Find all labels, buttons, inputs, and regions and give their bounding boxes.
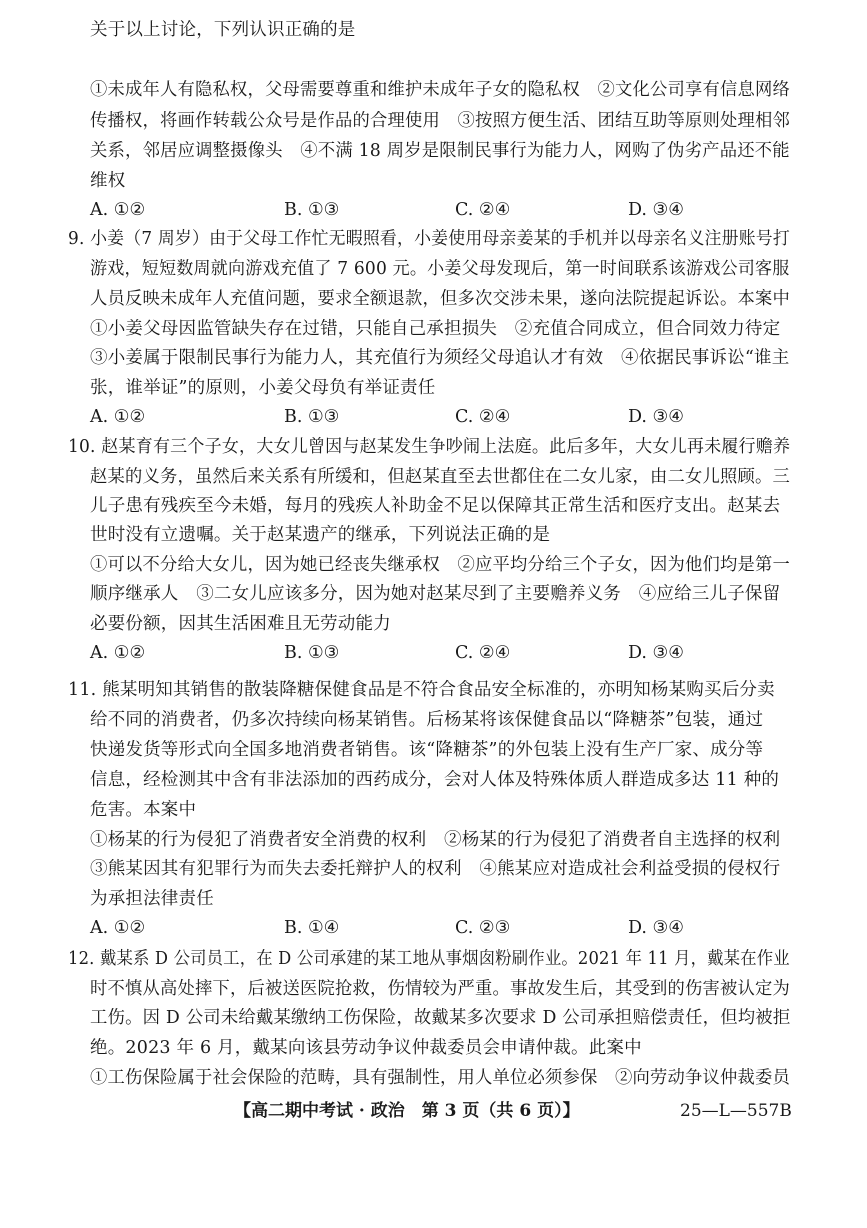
question-prompt: 关于以上讨论，下列认识正确的是 bbox=[90, 20, 356, 40]
option-a: A. ①② bbox=[90, 918, 146, 938]
question-text-line: 传播权，将画作转载公众号是作品的合理使用 ③按照方便生活、团结互助等原则处理相邻 bbox=[90, 111, 790, 131]
question-stem-line: 给不同的消费者，仍多次持续向杨某销售。后杨某将该保健食品以“降糖茶”包装，通过 bbox=[90, 710, 764, 730]
option-b: B. ①③ bbox=[284, 407, 340, 427]
question-stem-line: 工伤。因 D 公司未给戴某缴纳工伤保险，故戴某多次要求 D 公司承担赔偿责任，但均被拒 bbox=[90, 1008, 791, 1028]
question-text-line: 维权 bbox=[90, 171, 126, 191]
option-b: B. ①④ bbox=[284, 918, 340, 938]
question-statement-line: ①工伤保险属于社会保险的范畴，具有强制性，用人单位必须参保 ②向劳动争议仲裁委员 bbox=[90, 1068, 790, 1088]
option-c: C. ②④ bbox=[455, 643, 511, 663]
question-statement-line: 张，谁举证”的原则，小姜父母负有举证责任 bbox=[90, 378, 436, 398]
question-prompt: 危害。本案中 bbox=[90, 800, 197, 820]
option-b: B. ①③ bbox=[284, 200, 340, 220]
option-a: A. ①② bbox=[90, 407, 146, 427]
option-a: A. ①② bbox=[90, 643, 146, 663]
question-statement-line: ①杨某的行为侵犯了消费者安全消费的权利 ②杨某的行为侵犯了消费者自主选择的权利 bbox=[90, 830, 781, 850]
option-a: A. ①② bbox=[90, 200, 146, 220]
question-text-line: 关系，邻居应调整摄像头 ④不满 18 周岁是限制民事行为能力人，网购了伪劣产品还不能 bbox=[90, 141, 790, 161]
exam-code: 25—L—557B bbox=[680, 1101, 792, 1121]
question-stem-line: 人员反映未成年人充值问题，要求全额退款，但多次交涉未果，遂向法院提起诉讼。本案中 bbox=[90, 289, 790, 309]
question-stem-line: 儿子患有残疾至今未婚，每月的残疾人补助金不足以保障其正常生活和医疗支出。赵某去 bbox=[90, 496, 781, 516]
option-b: B. ①③ bbox=[284, 643, 340, 663]
question-stem-line: 时不慎从高处摔下，后被送医院抢救，伤情较为严重。事故发生后，其受到的伤害被认定为 bbox=[90, 979, 790, 999]
option-d: D. ③④ bbox=[628, 200, 684, 220]
option-c: C. ②④ bbox=[455, 200, 511, 220]
option-c: C. ②③ bbox=[455, 918, 511, 938]
question-text-line: ①未成年人有隐私权，父母需要尊重和维护未成年子女的隐私权 ②文化公司享有信息网络 bbox=[90, 80, 790, 100]
question-stem-line: 赵某的义务，虽然后来关系有所缓和，但赵某直至去世都住在二女儿家，由二女儿照顾。三 bbox=[90, 467, 790, 487]
option-d: D. ③④ bbox=[628, 407, 684, 427]
question-stem-line: 快递发货等形式向全国多地消费者销售。该“降糖茶”的外包装上没有生产厂家、成分等 bbox=[90, 740, 764, 760]
question-stem-line: 10. 赵某育有三个子女，大女儿曾因与赵某发生争吵闹上法庭。此后多年，大女儿再未履行赡养 bbox=[68, 437, 791, 457]
question-statement-line: ③小姜属于限制民事行为能力人，其充值行为须经父母追认才有效 ④依据民事诉讼“谁主 bbox=[90, 348, 790, 368]
question-stem-line: 游戏，短短数周就向游戏充值了 7 600 元。小姜父母发现后，第一时间联系该游戏公司客服 bbox=[90, 259, 790, 279]
question-stem-line: 12. 戴某系 D 公司员工，在 D 公司承建的某工地从事烟囱粉刷作业。2021 年 11 月，戴某在作业 bbox=[68, 949, 790, 969]
question-statement-line: 必要份额，因其生活困难且无劳动能力 bbox=[90, 614, 391, 634]
question-stem-line: 11. 熊某明知其销售的散装降糖保健食品是不符合食品安全标准的，亦明知杨某购买后分卖 bbox=[68, 680, 775, 700]
question-stem-line: 信息，经检测其中含有非法添加的西药成分，会对人体及特殊体质人群造成多达 11 种的 bbox=[90, 770, 780, 790]
option-d: D. ③④ bbox=[628, 918, 684, 938]
question-prompt: 世时没有立遗嘱。关于赵某遗产的继承，下列说法正确的是 bbox=[90, 525, 551, 545]
question-statement-line: ①小姜父母因监管缺失存在过错，只能自己承担损失 ②充值合同成立，但合同效力待定 bbox=[90, 319, 781, 339]
option-c: C. ②④ bbox=[455, 407, 511, 427]
option-d: D. ③④ bbox=[628, 643, 684, 663]
question-statement-line: ③熊某因其有犯罪行为而失去委托辩护人的权利 ④熊某应对造成社会利益受损的侵权行 bbox=[90, 859, 781, 879]
question-statement-line: ①可以不分给大女儿，因为她已经丧失继承权 ②应平均分给三个子女，因为他们均是第一 bbox=[90, 555, 790, 575]
page-footer-title: 【高二期中考试 · 政治 第 3 页（共 6 页）】 bbox=[234, 1101, 580, 1121]
question-stem-line: 9. 小姜（7 周岁）由于父母工作忙无暇照看，小姜使用母亲姜某的手机并以母亲名义注册账号打 bbox=[68, 229, 790, 249]
question-statement-line: 顺序继承人 ③二女儿应该多分，因为她对赵某尽到了主要赡养义务 ④应给三儿子保留 bbox=[90, 584, 781, 604]
question-statement-line: 为承担法律责任 bbox=[90, 889, 214, 909]
question-stem-line: 绝。2023 年 6 月，戴某向该县劳动争议仲裁委员会申请仲裁。此案中 bbox=[90, 1038, 642, 1058]
